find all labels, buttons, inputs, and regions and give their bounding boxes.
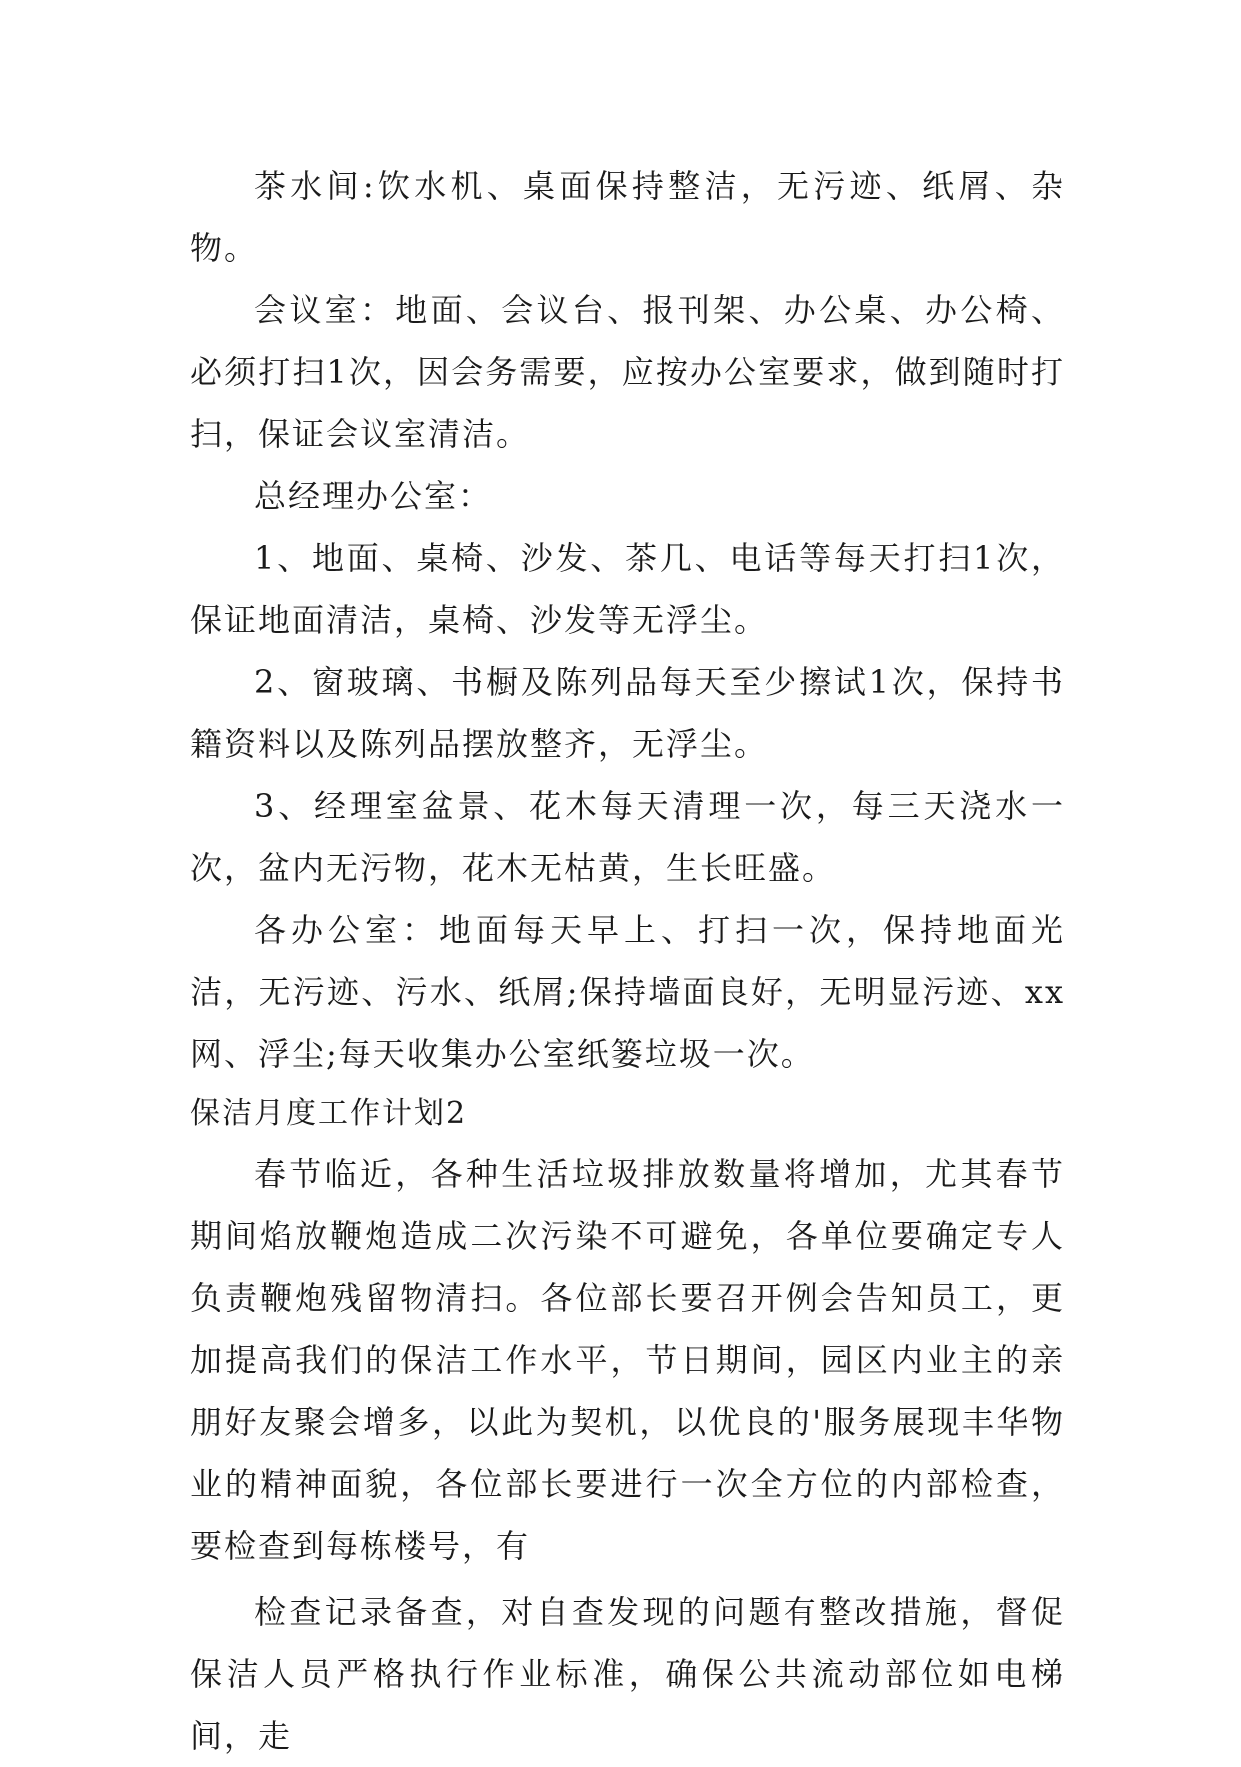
section-title: 保洁月度工作计划2: [190, 1096, 468, 1131]
paragraph-inspection: 检查记录备查，对自查发现的问题有整改措施，督促保洁人员严格执行作业标准，确保公共流动部位如电梯间，走: [190, 1593, 1065, 1755]
paragraph-tea-room: 茶水间:饮水机、桌面保持整洁，无污迹、纸屑、杂物。: [190, 167, 1065, 267]
paragraph-offices: 各办公室：地面每天早上、打扫一次，保持地面光洁，无污迹、污水、纸屑;保持墙面良好，无明显污迹、xx网、浮尘;每天收集办公室纸篓垃圾一次。: [190, 911, 1065, 1073]
paragraph-gm-office-title: 总经理办公室：: [254, 477, 493, 515]
paragraph-gm-office-item-2: 2、窗玻璃、书橱及陈列品每天至少擦试1次，保持书籍资料以及陈列品摆放整齐，无浮尘。: [190, 663, 1065, 763]
paragraph-gm-office-item-3: 3、经理室盆景、花木每天清理一次，每三天浇水一次，盆内无污物，花木无枯黄，生长旺盛。: [190, 787, 1065, 887]
document-body: [190, 155, 1065, 1767]
paragraph-meeting-room: 会议室：地面、会议台、报刊架、办公桌、办公椅、必须打扫1次，因会务需要，应按办公室要求，做到随时打扫，保证会议室清洁。: [190, 291, 1065, 453]
paragraph-gm-office-item-1: 1、地面、桌椅、沙发、茶几、电话等每天打扫1次，保证地面清洁，桌椅、沙发等无浮尘。: [190, 539, 1065, 639]
paragraph-spring-festival: 春节临近，各种生活垃圾排放数量将增加，尤其春节期间焰放鞭炮造成二次污染不可避免，各单位要确定专人负责鞭炮残留物清扫。各位部长要召开例会告知员工，更加提高我们的保洁工作水平，节日期间，园区内业主的亲朋好友聚会增多，以此为契机，以优良的'服务展现丰华物业的精神面貌，各位部长要进行一次全方位的内部检查，要检查到每栋楼号，有: [190, 1155, 1065, 1565]
